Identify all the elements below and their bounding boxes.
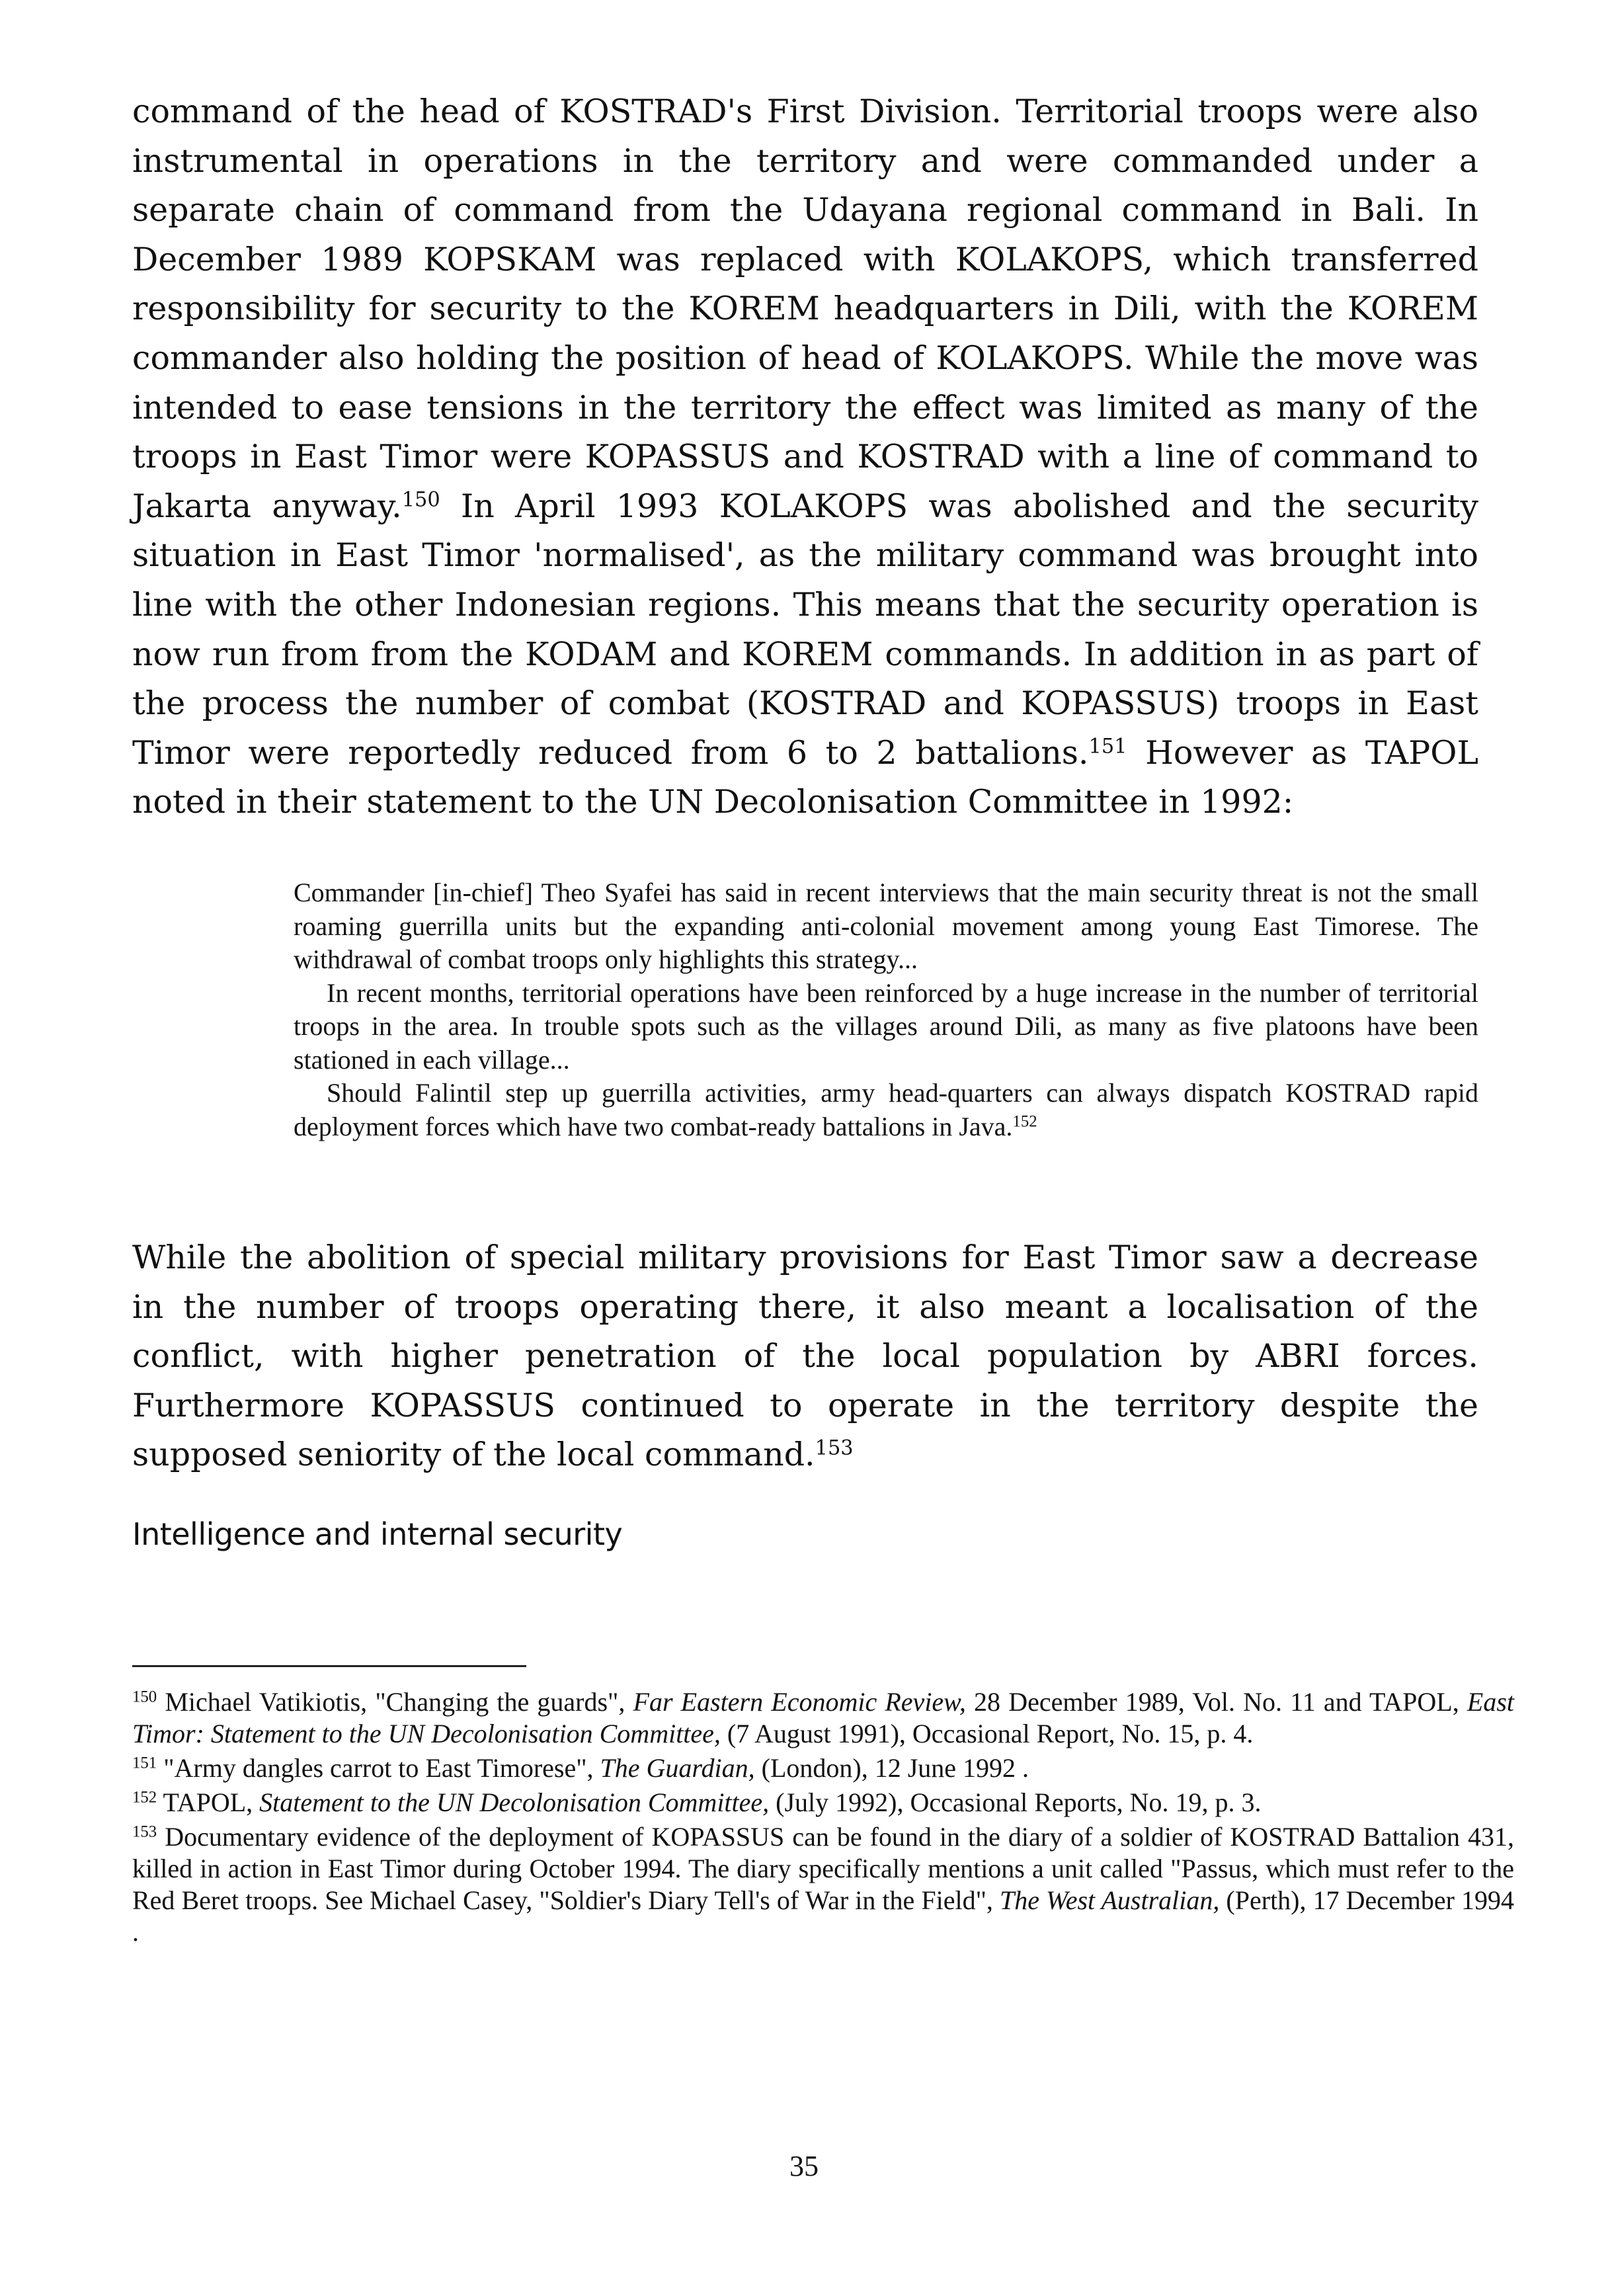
footnote-text: "Army dangles carrot to East Timorese", [157, 1753, 600, 1783]
paragraph-text: While the abolition of special military provisions for East Timor saw a decrease in the number of troops operating there, it also meant a localisation of the conflict, with higher penetration of the local population by ABRI forces. Furthermore KOPASSUS continued to operate in the territory despite the supposed seniority of the local command. [132, 1239, 1478, 1474]
footnote-title: The Guardian, [600, 1753, 755, 1783]
body-paragraph-1 [132, 87, 1478, 827]
footnote-number: 152 [132, 1788, 157, 1807]
footnote-text: Michael Vatikiotis, "Changing the guards", [157, 1687, 633, 1717]
footnote-text: (Perth), 17 December 1994 . [132, 1885, 1515, 1947]
section-heading: Intelligence and internal security [132, 1516, 623, 1552]
footnote-153 [132, 1821, 1514, 1948]
footnote-number: 151 [132, 1754, 157, 1772]
footnote-text: (London), 12 June 1992 . [754, 1753, 1029, 1783]
body-paragraph-2 [132, 1233, 1478, 1480]
footnote-ref-152[interactable]: 152 [1012, 1112, 1037, 1130]
footnote-151 [132, 1752, 1514, 1784]
footnote-150 [132, 1686, 1514, 1750]
paragraph-text: However as TAPOL noted in their statement to the UN Decolonisation Committee in 1992: [132, 733, 1478, 821]
footnote-text: Documentary evidence of the deployment of KOPASSUS can be found in the diary of a soldier of KOSTRAD Battalion 431, killed in action in East Timor during October 1994. The diary specifically mentions a unit called "Passus, which must refer to the Red Beret troops. See Michael Casey, "Soldier's Diary Tell's of War in the Field", [132, 1822, 1514, 1915]
footnote-divider [132, 1665, 526, 1667]
footnote-text: 28 December 1989, Vol. No. 11 and TAPOL, [965, 1687, 1467, 1717]
paragraph-text: In April 1993 KOLAKOPS was abolished and the security situation in East Timor 'normalised', as the military command was brought into line with the other Indonesian regions. This means that the security operation is now run from from the KODAM and KOREM commands. In addition in as part of the process the number of combat (KOSTRAD and KOPASSUS) troops in East Timor were reportedly reduced from 6 to 2 battalions. [132, 487, 1479, 772]
quote-paragraph-2: In recent months, territorial operations have been reinforced by a huge increase in the number of territorial troops in the area. In trouble spots such as the villages around Dili, as many as five platoons have been stationed in each village... [294, 977, 1478, 1075]
footnote-ref-151[interactable]: 151 [1088, 735, 1127, 758]
quote-paragraph-3 [294, 1077, 1478, 1143]
footnote-number: 153 [132, 1823, 157, 1841]
footnote-text: (7 August 1991), Occasional Report, No. 15, p. 4. [720, 1719, 1254, 1748]
page-number: 35 [789, 2150, 819, 2182]
footnote-152 [132, 1787, 1514, 1819]
footnote-text: TAPOL, [157, 1787, 260, 1817]
footnote-ref-150[interactable]: 150 [401, 488, 440, 512]
quote-paragraph-1: Commander [in-chief] Theo Syafei has said in recent interviews that the main security threat is not the small roaming guerrilla units but the expanding anti-colonial movement among young East Timorese. The withdrawal of combat troops only highlights this strategy... [294, 878, 1478, 974]
footnote-title: Far Eastern Economic Review, [633, 1687, 966, 1717]
paragraph-text: command of the head of KOSTRAD's First Division. Territorial troops were also instrumental in operations in the territory and were commanded under a separate chain of command from the Udayana regional command in Bali. In December 1989 KOPSKAM was replaced with KOLAKOPS, which transferred responsibility for security to the KOREM headquarters in Dili, with the KOREM commander also holding the position of head of KOLAKOPS. While the move was intended to ease tensions in the territory the effect was limited as many of the troops in East Timor were KOPASSUS and KOSTRAD with a line of command to Jakarta anyway. [132, 93, 1478, 525]
footnote-text: (July 1992), Occasional Reports, No. 19, p. 3. [769, 1787, 1262, 1817]
footnote-title: Statement to the UN Decolonisation Committee, [259, 1787, 770, 1817]
block-quote [294, 876, 1478, 1143]
quote-text: Should Falintil step up guerrilla activities, army head-quarters can always dispatch KOSTRAD rapid deployment forces which have two combat-ready battalions in Java. [294, 1078, 1478, 1141]
footnote-ref-153[interactable]: 153 [815, 1436, 854, 1460]
footnote-title: East Timor: Statement to the UN Decolonisation Committee, [132, 1687, 1515, 1748]
footnote-number: 150 [132, 1688, 157, 1706]
footnote-title: The West Australian, [999, 1885, 1220, 1915]
footnotes [132, 1686, 1514, 1951]
